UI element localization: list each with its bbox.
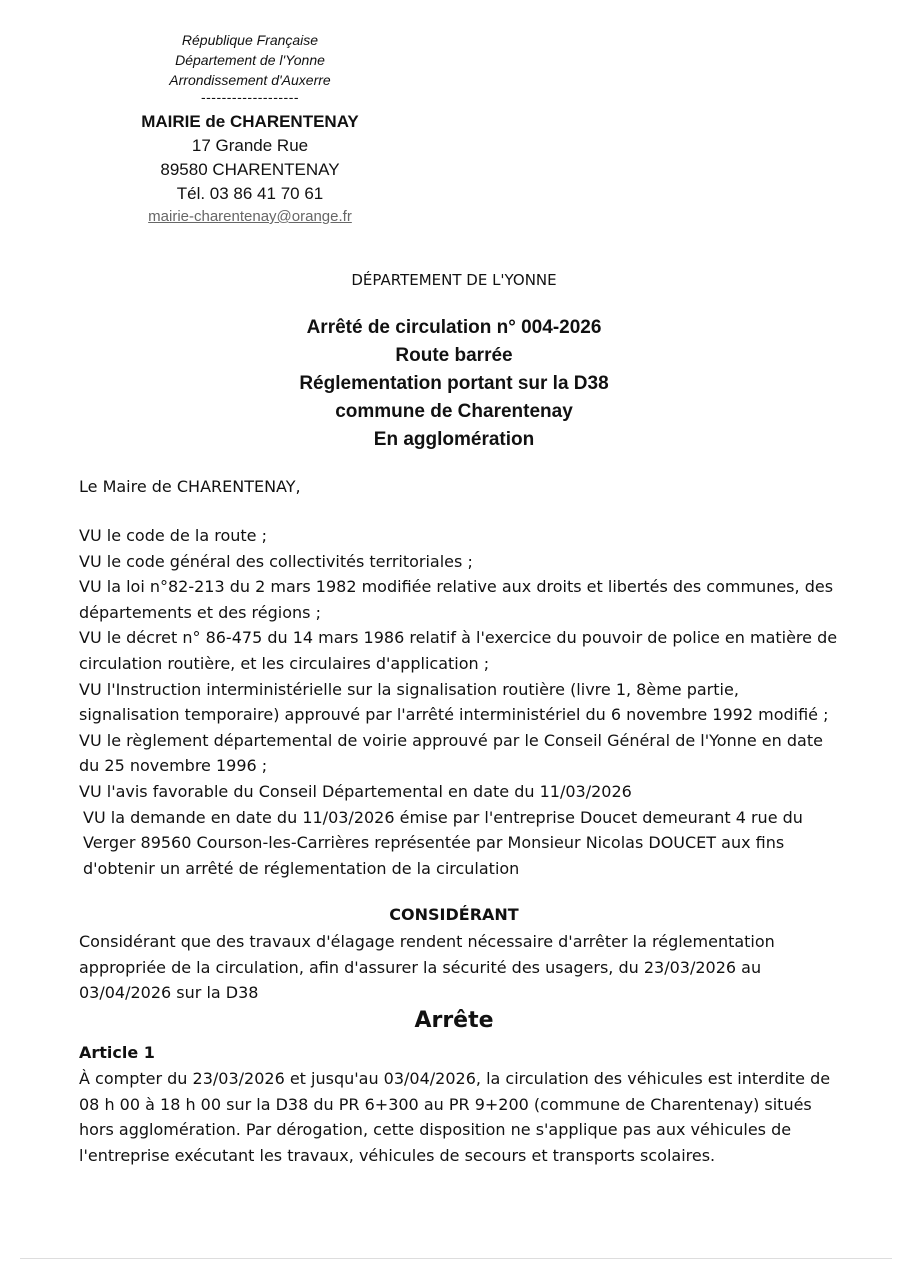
arrete-title: [0, 314, 900, 454]
title-line-route-barree: Route barrée: [395, 345, 513, 366]
title-line-agglomeration: En agglomération: [373, 429, 535, 450]
considerant-heading: CONSIDÉRANT: [389, 905, 519, 924]
title-line-commune: commune de Charentenay: [335, 401, 573, 422]
vu-item: VU la loi n°82-213 du 2 mars 1982 modifiée relative aux droits et libertés des communes, des départements et des régions ;: [79, 577, 834, 622]
mairie-phone: Tél. 03 86 41 70 61: [176, 184, 324, 203]
vu-item: VU l'avis favorable du Conseil Départemental en date du 11/03/2026: [79, 781, 632, 801]
letterhead-separator: -------------------: [200, 89, 300, 105]
page-bottom-rule: [20, 1258, 892, 1259]
considerant-paragraph: Considérant que des travaux d'élagage rendent nécessaire d'arrêter la réglementation appropriée de la circulation, afin d'assurer la sécurité des usagers, du 23/03/2026 au 03/04/2026 sur la D38: [79, 932, 775, 1003]
mairie-email-link[interactable]: mairie-charentenay@orange.fr: [148, 208, 352, 225]
vu-item: VU le code de la route ;: [79, 526, 267, 545]
mairie-city: 89580 CHARENTENAY: [160, 160, 340, 179]
vu-list: [79, 523, 839, 881]
title-line-reglementation: Réglementation portant sur la D38: [299, 373, 609, 394]
departement-line: Département de l'Yonne: [175, 52, 325, 68]
letterhead: [100, 30, 400, 228]
vu-item: VU le règlement départemental de voirie approuvé par le Conseil Général de l'Yonne en date du 25 novembre 1996 ;: [79, 730, 823, 776]
vu-item: VU la demande en date du 11/03/2026 émise par l'entreprise Doucet demeurant 4 rue du Verger 89560 Courson-les-Carrières représentée par Monsieur Nicolas DOUCET aux fins d'obtenir un arrêté de réglementation de la circulation: [83, 807, 803, 878]
vu-item: VU le décret n° 86-475 du 14 mars 1986 relatif à l'exercice du pouvoir de police en matière de circulation routière, et les circulaires d'application ;: [79, 628, 838, 673]
title-line-number: Arrêté de circulation n° 004-2026: [306, 317, 602, 338]
republique-line: République Française: [181, 32, 319, 48]
vu-item: VU le code général des collectivités territoriales ;: [79, 551, 473, 571]
vu-item: VU l'Instruction interministérielle sur la signalisation routière (livre 1, 8ème partie, signalisation temporaire) approuvé par l'arrêté interministériel du 6 novembre 1992 modifié ;: [79, 679, 829, 725]
department-heading: DÉPARTEMENT DE L'YONNE: [351, 271, 557, 289]
arrete-heading: Arrête: [414, 1008, 494, 1033]
article-1-title: Article 1: [79, 1043, 155, 1062]
intro-paragraph: Le Maire de CHARENTENAY,: [79, 477, 301, 496]
mairie-name: MAIRIE de CHARENTENAY: [141, 112, 359, 131]
arrondissement-line: Arrondissement d'Auxerre: [169, 72, 331, 88]
mairie-street: 17 Grande Rue: [191, 136, 309, 155]
article-1-body: À compter du 23/03/2026 et jusqu'au 03/04/2026, la circulation des véhicules est interdite de 08 h 00 à 18 h 00 sur la D38 du PR 6+300 au PR 9+200 (commune de Charentenay) situés hors agglomération. Par dérogation, cette disposition ne s'applique pas aux véhicules de l'entreprise exécutant les travaux, véhicules de secours et transports scolaires.: [79, 1069, 831, 1165]
